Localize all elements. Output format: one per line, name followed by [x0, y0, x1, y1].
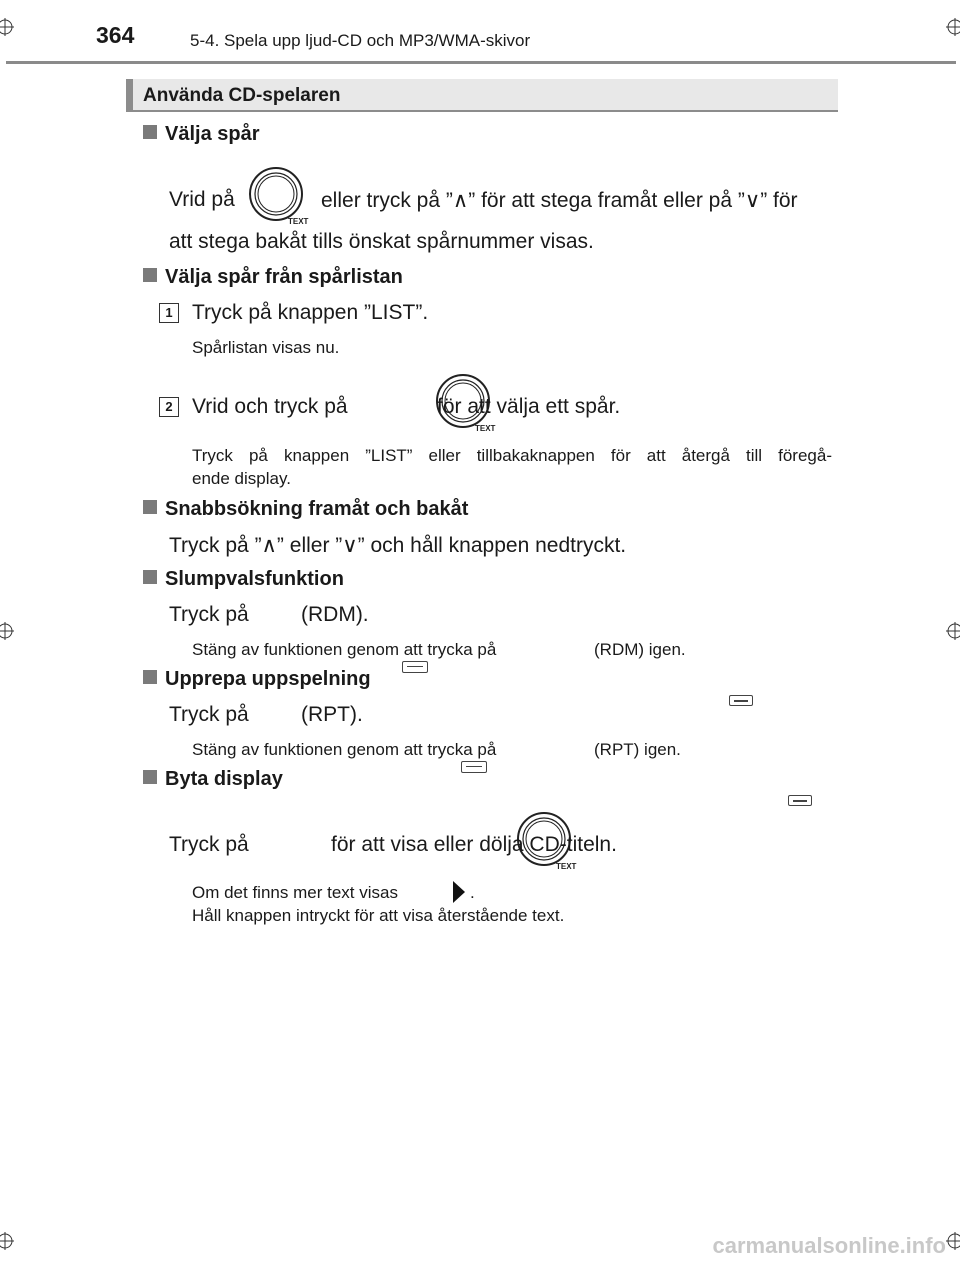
svg-text:TEXT: TEXT: [555, 862, 577, 871]
bullet-square-icon: [143, 570, 157, 584]
rpt-button-icon: [461, 761, 487, 773]
note-slumpval-pre: Stäng av funktionen genom att trycka på: [192, 640, 497, 659]
svg-text:TEXT: TEXT: [288, 217, 309, 226]
bullet-square-icon: [143, 125, 157, 139]
rdm-button-icon: [402, 661, 428, 673]
text-vrid-pa: Vrid på: [169, 188, 235, 211]
note-slumpval-post: (RDM) igen.: [594, 640, 686, 659]
note-step2-line2: ende display.: [192, 469, 291, 488]
text-upprepa-pre: Tryck på: [169, 703, 249, 726]
note-byta-display-line1-post: .: [470, 883, 475, 902]
chapter-title: 5-4. Spela upp ljud-CD och MP3/WMA-skivor: [190, 31, 531, 50]
step-number-1: 1: [159, 303, 179, 323]
svg-text:TEXT: TEXT: [475, 424, 496, 433]
tune-knob-icon: [246, 166, 310, 228]
text-byta-display-post: för att visa eller dölja CD-titeln.: [331, 833, 617, 856]
heading-slumpval: Slumpvalsfunktion: [143, 568, 344, 591]
text-slumpval-post: (RDM).: [301, 603, 369, 626]
header-rule: [6, 61, 956, 64]
heading-sparlista: Välja spår från spårlistan: [143, 266, 403, 289]
text-upprepa-post: (RPT).: [301, 703, 363, 726]
registration-mark-icon: [946, 622, 960, 640]
note-step2-line1: Tryck på knappen ”LIST” eller tillbakaknappen för att återgå till föregå-: [192, 446, 832, 465]
more-text-arrow-icon: [450, 879, 468, 905]
bullet-square-icon: [143, 500, 157, 514]
registration-mark-icon: [0, 18, 14, 36]
heading-valja-spar: Välja spår: [143, 123, 260, 146]
note-step1: Spårlistan visas nu.: [192, 338, 340, 357]
watermark: carmanualsonline.info: [712, 1233, 946, 1258]
text-step2-pre: Vrid och tryck på: [192, 395, 348, 418]
heading-snabbsokning: Snabbsökning framåt och bakåt: [143, 498, 468, 521]
heading-upprepa: Upprepa uppspelning: [143, 668, 371, 691]
bullet-square-icon: [143, 670, 157, 684]
note-byta-display-line1-pre: Om det finns mer text visas: [192, 883, 398, 902]
registration-mark-icon: [946, 1232, 960, 1250]
text-slumpval-pre: Tryck på: [169, 603, 249, 626]
text-step1: Tryck på knappen ”LIST”.: [192, 301, 429, 324]
registration-mark-icon: [946, 18, 960, 36]
heading-byta-display: Byta display: [143, 768, 283, 791]
rpt-button-icon: [788, 795, 812, 806]
registration-mark-icon: [0, 622, 14, 640]
text-valja-spar-line1: eller tryck på ”∧” för att stega framåt eller på ”∨” för: [321, 189, 798, 212]
note-upprepa-pre: Stäng av funktionen genom att trycka på: [192, 740, 497, 759]
text-byta-display-pre: Tryck på: [169, 833, 249, 856]
text-valja-spar-line2: att stega bakåt tills önskat spårnummer visas.: [169, 230, 594, 253]
section-title-bar: [126, 79, 838, 112]
bullet-square-icon: [143, 770, 157, 784]
registration-mark-icon: [0, 1232, 14, 1250]
step-number-2: 2: [159, 397, 179, 417]
text-snabbsokning: Tryck på ”∧” eller ”∨” och håll knappen nedtryckt.: [169, 534, 627, 557]
page-number: 364: [96, 22, 135, 48]
note-byta-display-line2: Håll knappen intryckt för att visa återstående text.: [192, 906, 565, 925]
bullet-square-icon: [143, 268, 157, 282]
section-title: Använda CD-spelaren: [143, 85, 341, 106]
rdm-button-icon: [729, 695, 753, 706]
text-step2-post: för att välja ett spår.: [437, 395, 621, 418]
note-upprepa-post: (RPT) igen.: [594, 740, 681, 759]
